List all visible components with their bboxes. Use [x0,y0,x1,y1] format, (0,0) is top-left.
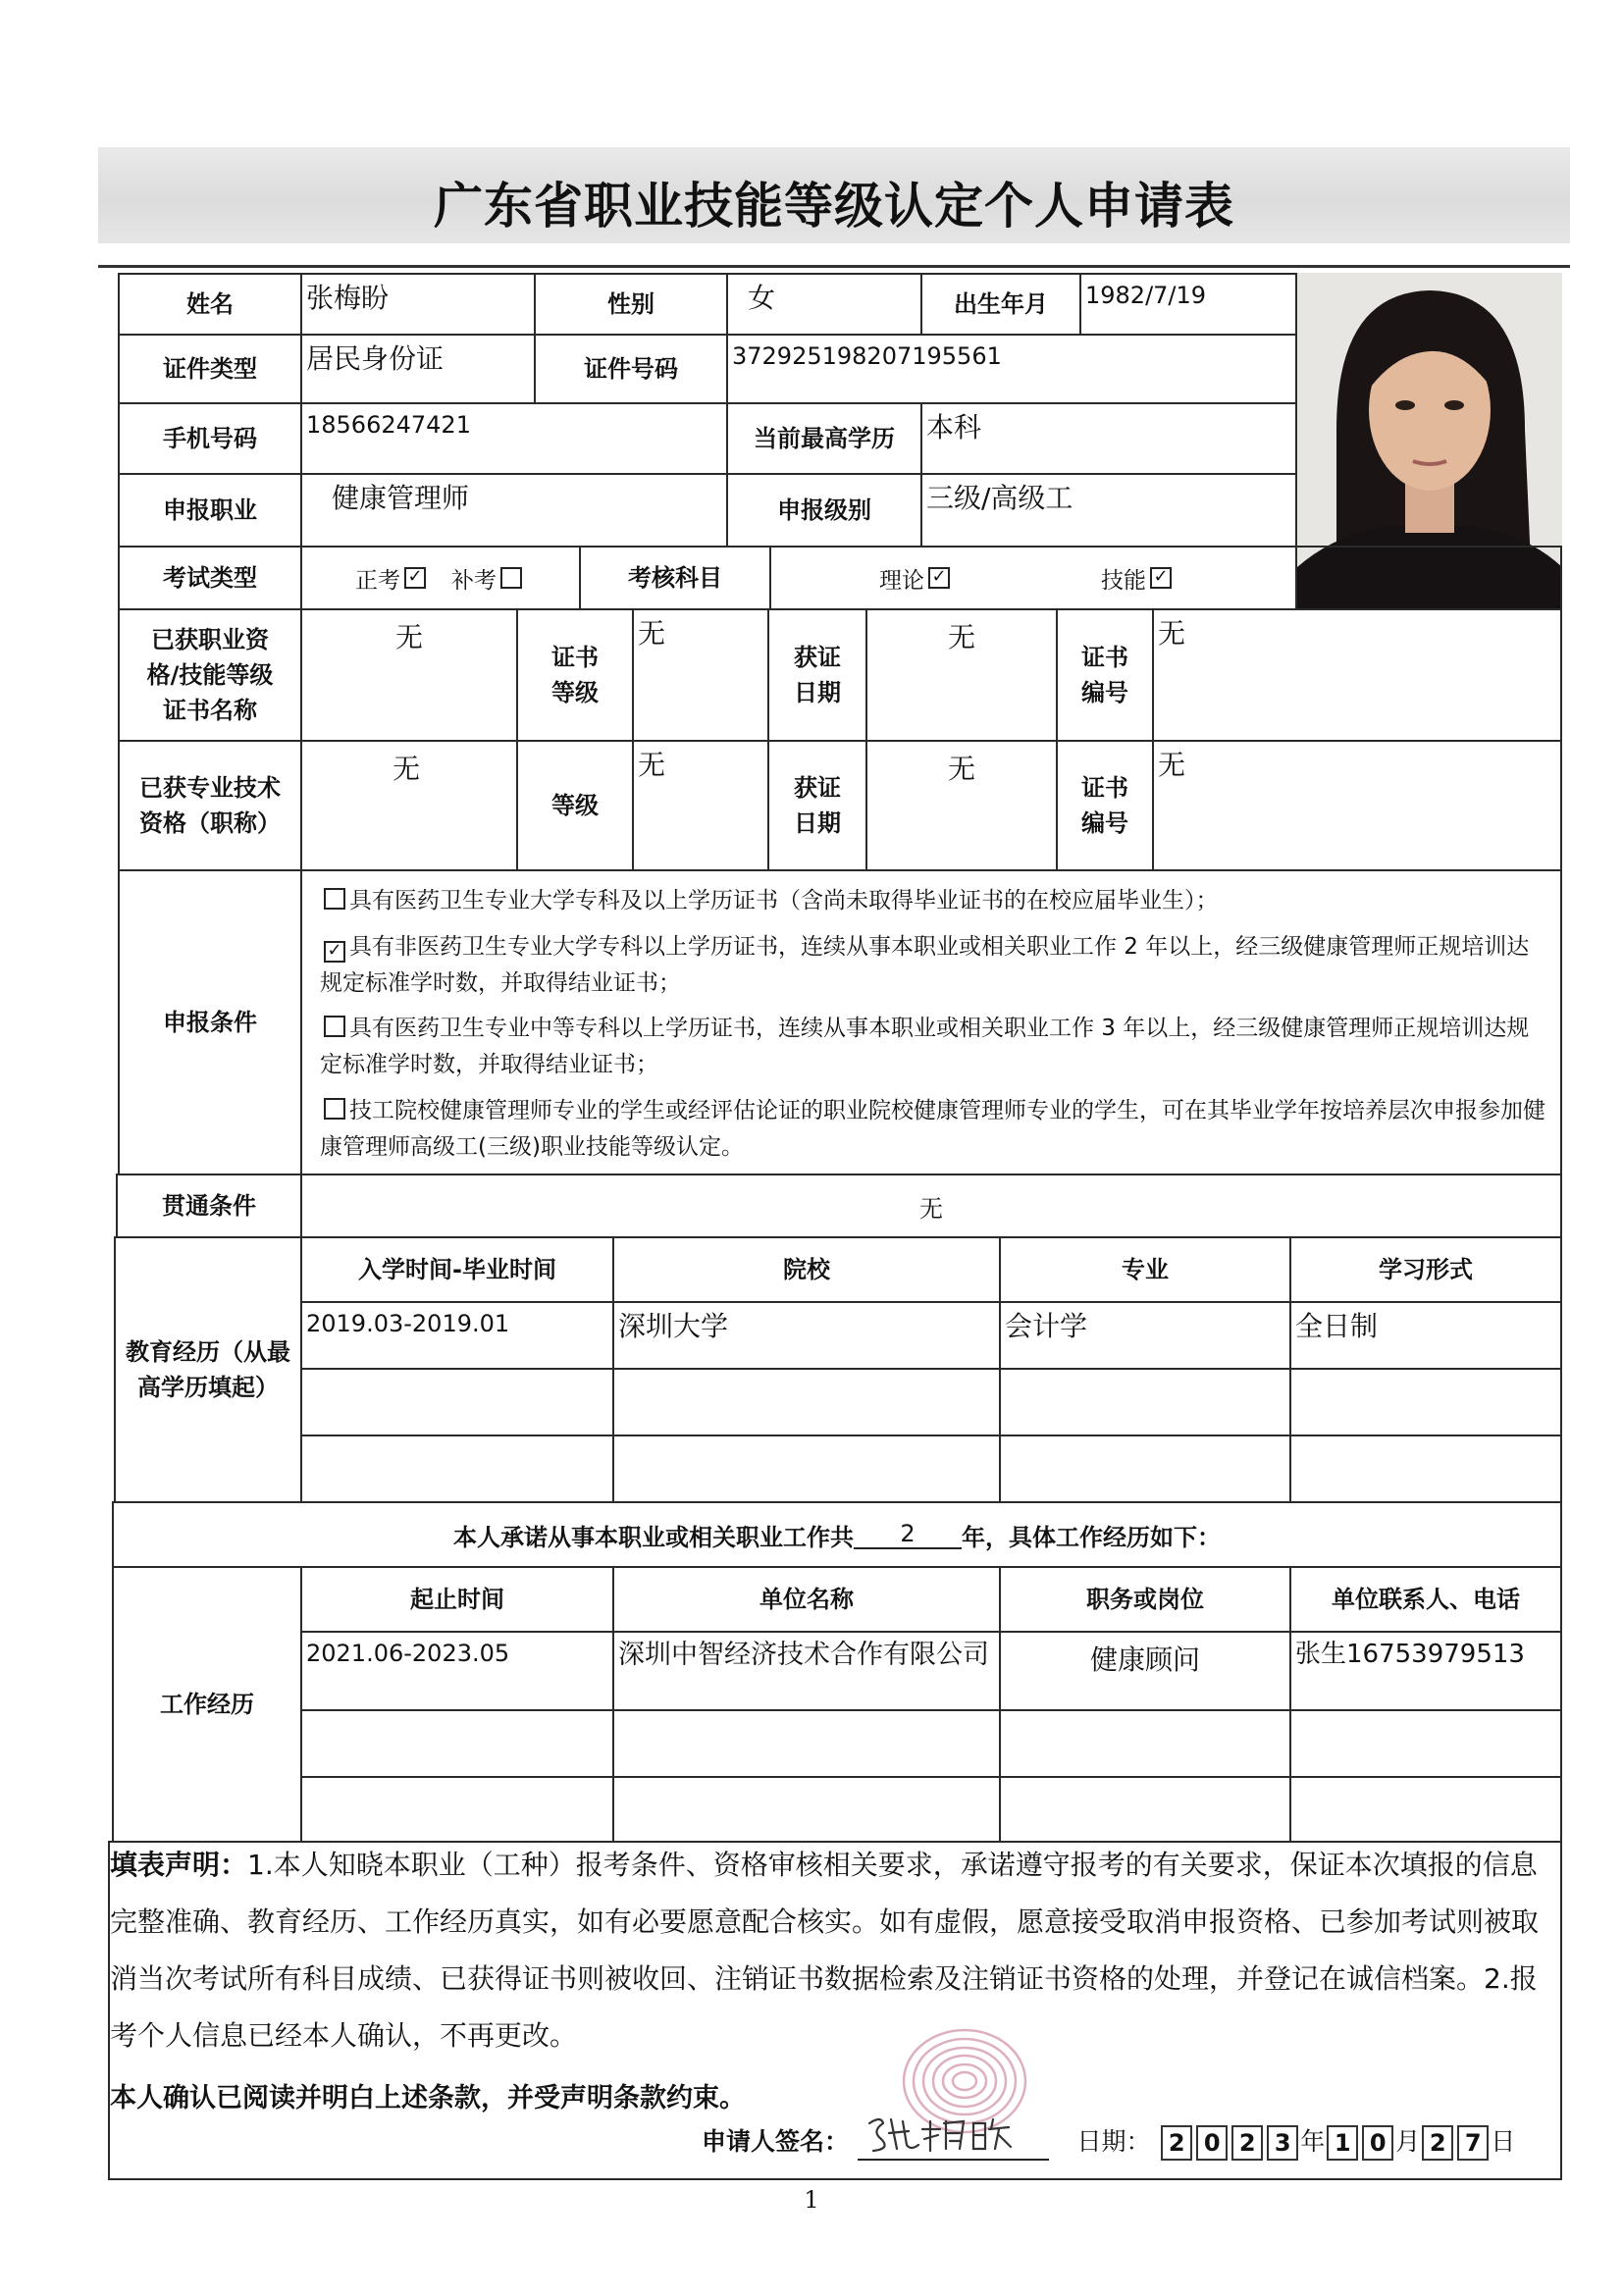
condition-4-checkbox[interactable] [324,1098,345,1120]
cert1-no-value: 无 [1152,608,1562,742]
work-row1-position: 健康顾问 [999,1631,1291,1711]
name-label: 姓名 [118,273,302,336]
cert2-date-label: 获证日期 [767,740,867,871]
cert2-grade-value: 无 [632,740,769,871]
signature-row [702,2119,1515,2161]
edu-label: 当前最高学历 [726,402,922,475]
cert2-grade-label: 等级 [516,740,634,871]
edu-header-period: 入学时间-毕业时间 [300,1236,614,1303]
gender-label: 性别 [534,273,728,336]
condition-item: 具有医药卫生专业中等专科以上学历证书，连续从事本职业或相关职业工作 3 年以上，经三级健康管理师正规培训达规定标准学时数，并取得结业证书； [320,1016,1530,1078]
declaration-text [110,1837,1552,2127]
exam-subject-options [769,546,1297,610]
handwritten-signature-icon [862,2110,1053,2153]
signature-field[interactable] [858,2119,1049,2161]
condition-2-checkbox[interactable]: ✓ [324,941,345,963]
declaration-head: 填表声明： [110,1849,248,1881]
work-row3-cell [300,1776,614,1843]
birth-value: 1982/7/19 [1079,273,1297,336]
level-value: 三级/高级工 [920,473,1297,548]
declaration-body: 1.本人知晓本职业（工种）报考条件、资格审核相关要求，承诺遵守报考的有关要求，保证本次填报的信息完整准确、教育经历、工作经历真实，如有必要愿意配合核实。如有虚假，愿意接受取消申报资格、已参加考试则被取消当次考试所有科目成绩、已获得证书则被收回、注销证书数据检索及注销证书资格的处理，并登记在诚信档案。2.报考个人信息已经本人确认，不再更改。 [110,1849,1540,2052]
gender-value: 女 [726,273,922,336]
edu-row2-cell [999,1368,1291,1436]
conditions-label: 申报条件 [118,869,302,1175]
phone-label: 手机号码 [118,402,302,475]
exam-type-label: 考试类型 [118,546,302,610]
exam-theory-label: 理论 [879,567,924,594]
date-digit-box[interactable]: 2 [1161,2125,1192,2161]
edu-header-mode: 学习形式 [1289,1236,1562,1303]
exam-retake-label: 补考 [451,567,497,594]
year-char: 年 [1300,2127,1326,2156]
edu-row3-cell [612,1435,1001,1503]
level-label: 申报级别 [726,473,922,548]
signature-label: 申请人签名： [702,2127,850,2156]
condition-3-checkbox[interactable] [324,1016,345,1037]
promise-suffix: 年，具体工作经历如下： [962,1523,1221,1551]
cert1-grade-value: 无 [632,608,769,742]
date-digit-box[interactable]: 2 [1231,2125,1263,2161]
exam-type-options [300,546,581,610]
declaration-confirm: 本人确认已阅读并明白上述条款，并受声明条款约束。 [110,2083,746,2113]
birth-label: 出生年月 [920,273,1081,336]
work-row1-contact: 张生16753979513 [1289,1631,1562,1711]
work-row2-cell [300,1709,614,1778]
edu-row1-major: 会计学 [999,1301,1291,1370]
exam-theory-checkbox[interactable]: ✓ [928,567,950,589]
cert2-no-value: 无 [1152,740,1562,871]
page-number: 1 [804,2186,819,2214]
page-title: 广东省职业技能等级认定个人申请表 [434,178,1234,235]
cert1-no-label: 证书编号 [1056,608,1154,742]
work-label: 工作经历 [112,1566,302,1843]
cert1-name-value: 无 [300,608,518,742]
work-row3-cell [1289,1776,1562,1843]
date-digit-box[interactable]: 3 [1267,2125,1298,2161]
edu-header-school: 院校 [612,1236,1001,1303]
exam-skill-label: 技能 [1101,567,1146,594]
promise-years: 2 [854,1520,962,1549]
date-digit-box[interactable]: 0 [1196,2125,1228,2161]
edu-row1-school: 深圳大学 [612,1301,1001,1370]
cert1-date-value: 无 [865,608,1058,742]
cert2-name-value: 无 [300,740,518,871]
work-header-period: 起止时间 [300,1566,614,1633]
cert2-label: 已获专业技术资格（职称） [118,740,302,871]
promise-prefix: 本人承诺从事本职业或相关职业工作共 [453,1523,854,1551]
promise-row [112,1501,1562,1568]
work-row1-company: 深圳中智经济技术合作有限公司 [612,1631,1001,1711]
id-no-value: 372925198207195561 [726,334,1297,404]
conditions-list [300,869,1562,1175]
work-row2-cell [612,1709,1001,1778]
edu-row2-cell [1289,1368,1562,1436]
work-row2-cell [1289,1709,1562,1778]
cert1-label: 已获职业资格/技能等级证书名称 [118,608,302,742]
id-type-value: 居民身份证 [300,334,536,404]
through-label: 贯通条件 [116,1174,302,1238]
id-type-label: 证件类型 [118,334,302,404]
edu-row3-cell [999,1435,1291,1503]
exam-retake-checkbox[interactable] [500,567,522,589]
work-header-position: 职务或岗位 [999,1566,1291,1633]
edu-row1-mode: 全日制 [1289,1301,1562,1370]
date-digit-box[interactable]: 0 [1362,2125,1393,2161]
edu-row3-cell [300,1435,614,1503]
edu-value: 本科 [920,402,1297,475]
work-row2-cell [999,1709,1291,1778]
exam-subject-label: 考核科目 [579,546,771,610]
month-char: 月 [1395,2127,1421,2156]
condition-item: 技工院校健康管理师专业的学生或经评估论证的职业院校健康管理师专业的学生，可在其毕业学年按培养层次申报参加健康管理师高级工(三级)职业技能等级认定。 [320,1097,1545,1160]
date-label: 日期： [1076,2127,1151,2156]
cert2-date-value: 无 [865,740,1058,871]
through-value: 无 [300,1174,1562,1238]
date-digit-box[interactable]: 1 [1327,2125,1358,2161]
photo-frame-bottom [1295,546,1562,610]
cert1-date-label: 获证日期 [767,608,867,742]
cert1-grade-label: 证书等级 [516,608,634,742]
work-row3-cell [999,1776,1291,1843]
occupation-value: 健康管理师 [300,473,728,548]
id-no-label: 证件号码 [534,334,728,404]
work-row1-period: 2021.06-2023.05 [300,1631,614,1711]
work-header-contact: 单位联系人、电话 [1289,1566,1562,1633]
condition-item: ✓ 具有非医药卫生专业大学专科以上学历证书，连续从事本职业或相关职业工作 2 年以上，经三级健康管理师正规培训达规定标准学时数，并取得结业证书； [320,933,1530,996]
day-char: 日 [1491,2127,1516,2156]
exam-first-checkbox[interactable]: ✓ [404,567,426,589]
condition-item: 具有医药卫生专业大学专科及以上学历证书（含尚未取得毕业证书的在校应届毕业生）； [320,883,1546,919]
edu-row2-cell [612,1368,1001,1436]
cert2-no-label: 证书编号 [1056,740,1154,871]
date-digit-box[interactable]: 2 [1422,2125,1453,2161]
work-row3-cell [612,1776,1001,1843]
date-digit-box[interactable]: 7 [1457,2125,1489,2161]
education-label: 教育经历（从最高学历填起） [114,1236,302,1503]
edu-row3-cell [1289,1435,1562,1503]
edu-row2-cell [300,1368,614,1436]
condition-1-checkbox[interactable] [324,888,345,910]
exam-first-label: 正考 [355,567,400,594]
exam-skill-checkbox[interactable]: ✓ [1150,567,1172,589]
phone-value: 18566247421 [300,402,728,475]
name-value: 张梅盼 [300,273,536,336]
edu-row1-period: 2019.03-2019.01 [300,1301,614,1370]
work-header-company: 单位名称 [612,1566,1001,1633]
title-rule [98,265,1570,268]
title-band [98,147,1570,243]
edu-header-major: 专业 [999,1236,1291,1303]
occupation-label: 申报职业 [118,473,302,548]
